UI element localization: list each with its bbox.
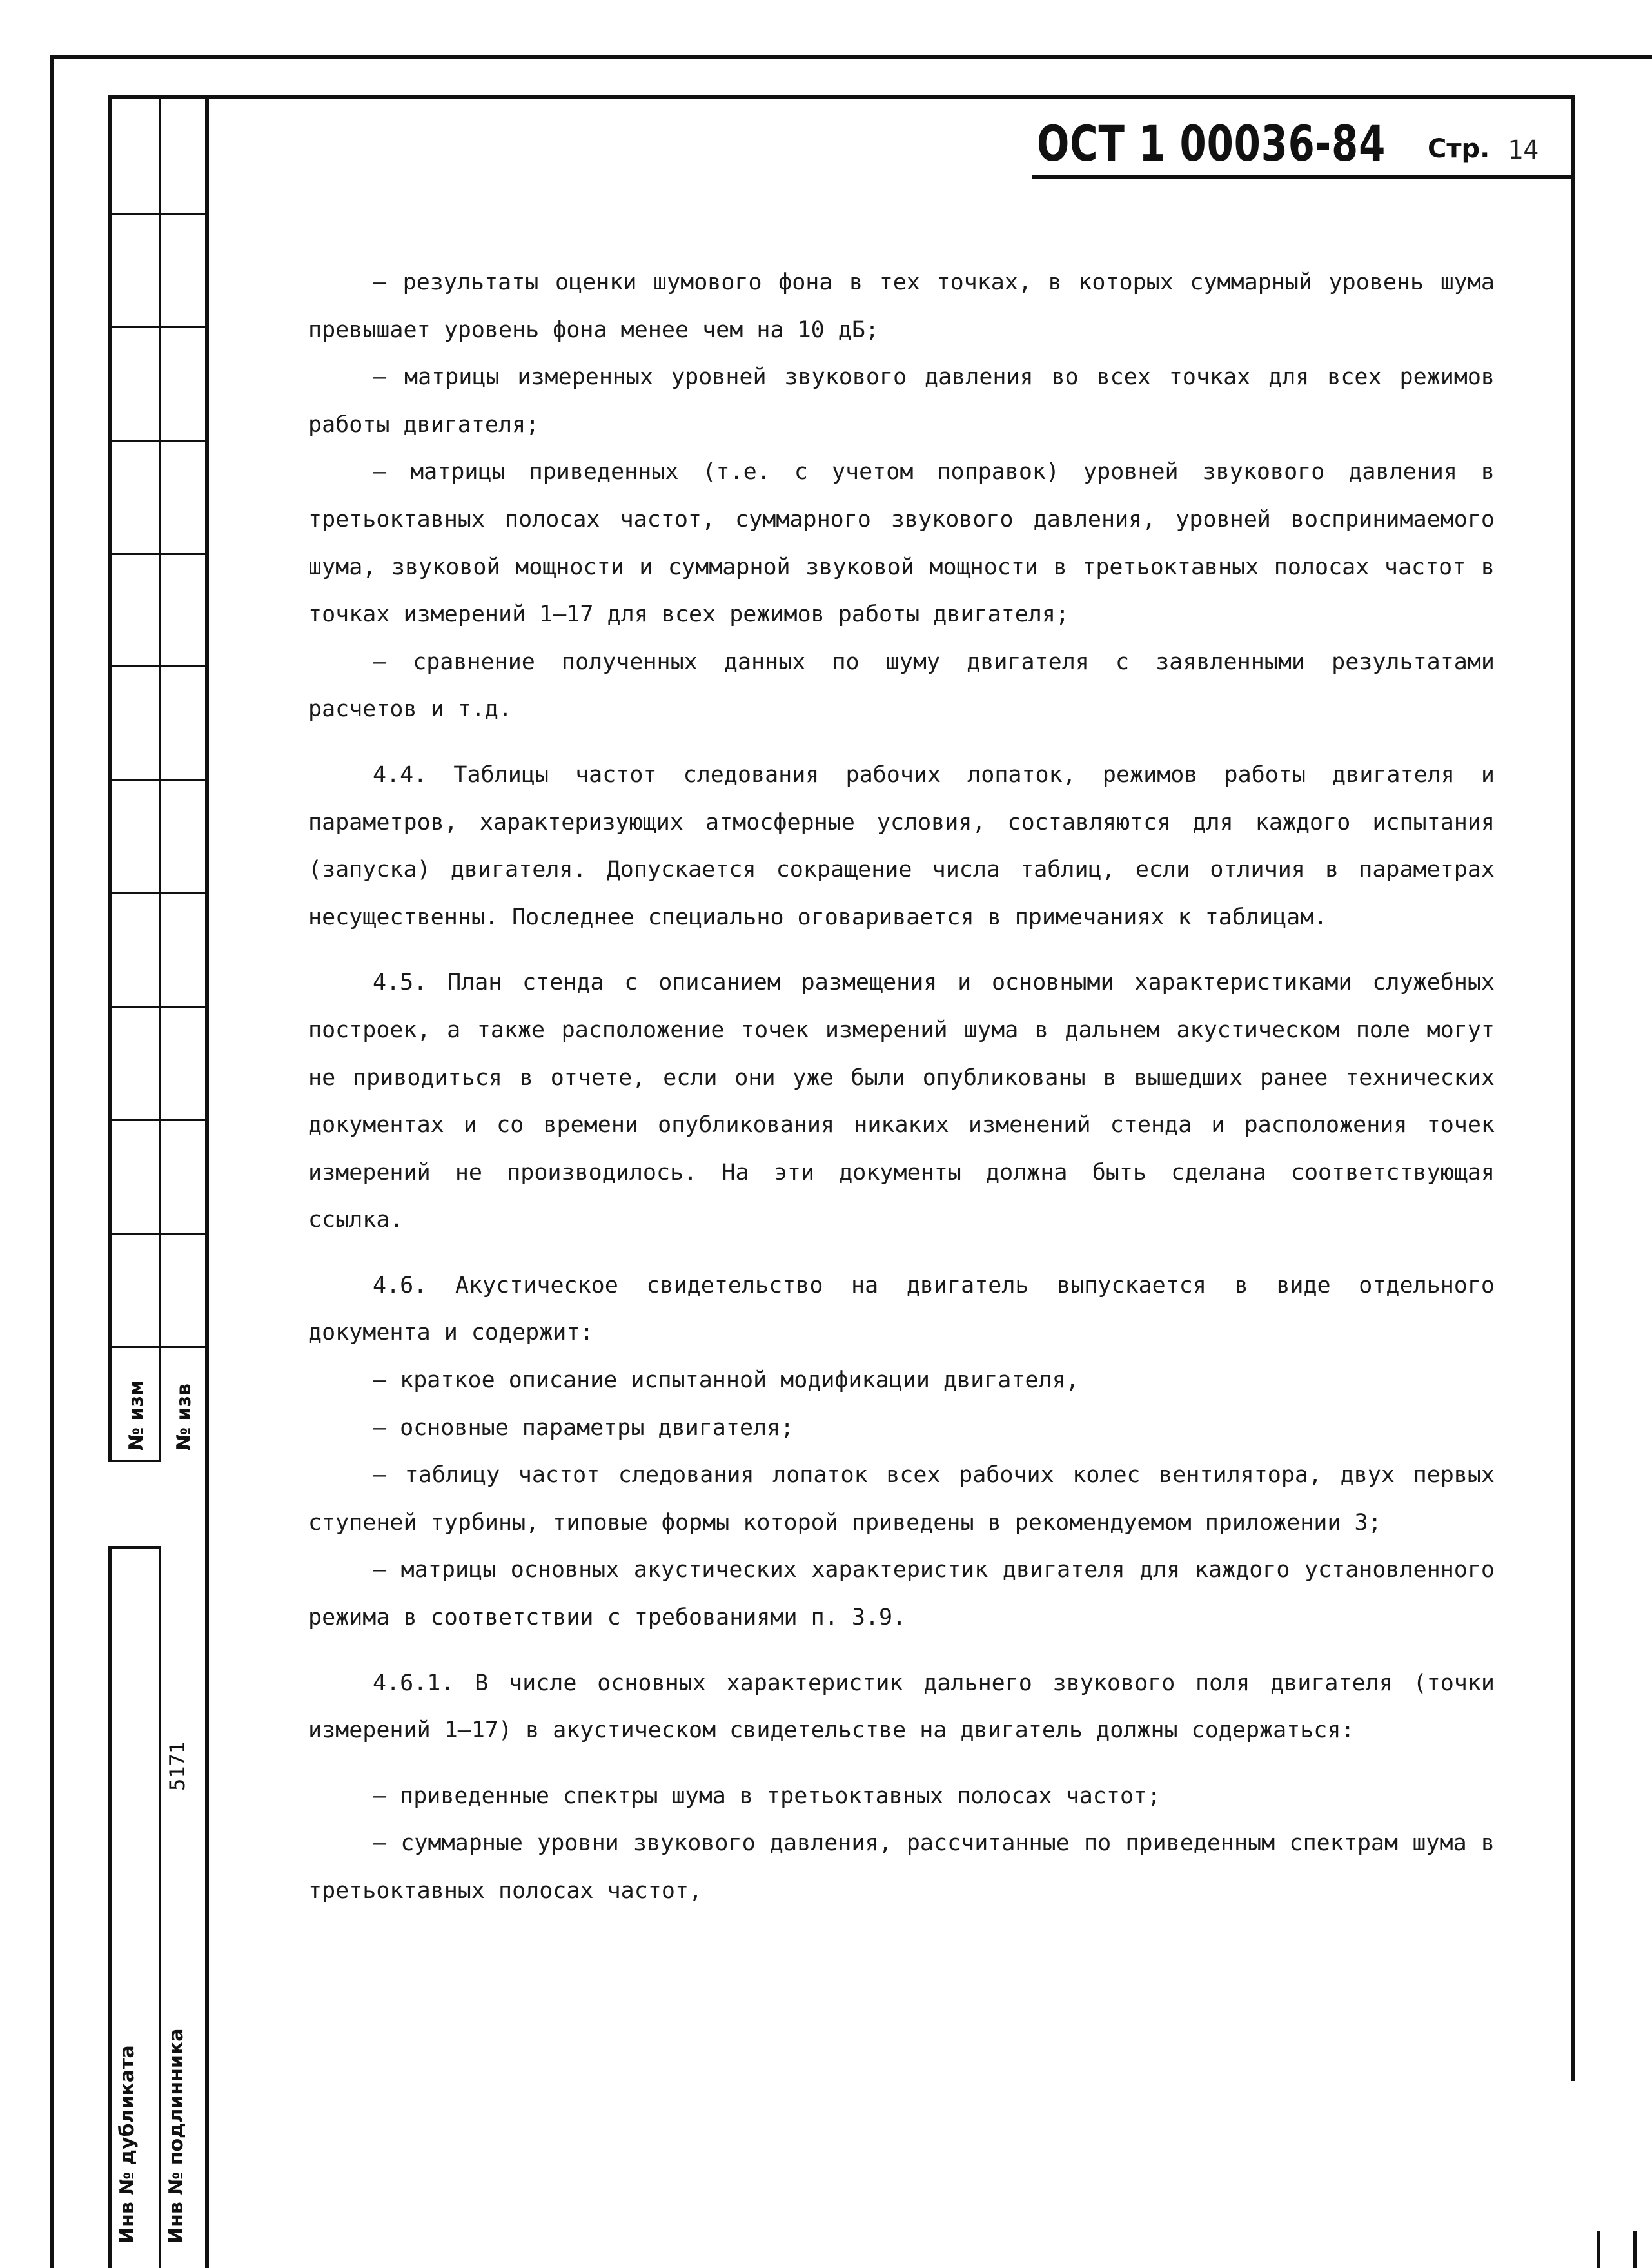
notice-number-label: № изв <box>173 1383 195 1451</box>
inner-frame-right <box>1571 95 1575 2081</box>
paragraph: – матрицы измеренных уровней звукового давления во всех точках для всех режимов работы двигателя; <box>308 364 1495 438</box>
side-strip-cell-line <box>108 326 206 328</box>
paragraph: 4.6. Акустическое свидетельство на двигатель выпускается в виде отдельного документа и содержит: <box>308 1272 1495 1346</box>
side-strip-outer-line <box>108 95 112 1461</box>
paragraph: 4.6.1. В числе основных характеристик дальнего звукового поля двигателя (точки измерений 1–17) в акустическом свидетельстве на двигатель должны содержаться: <box>308 1670 1495 1744</box>
side-strip-cell-line <box>108 779 206 781</box>
paragraph: – приведенные спектры шума в третьоктавных полосах частот; <box>373 1783 1161 1809</box>
side-strip-middle-line-lower <box>159 1547 161 2268</box>
side-strip-cell-line <box>108 213 206 215</box>
side-strip-cell-line <box>108 1006 206 1008</box>
inventory-number: 5171 <box>165 1741 190 1791</box>
paragraph: – таблицу частот следования лопаток всех рабочих колес вентилятора, двух первых ступеней турбины, типовые формы которой приведены в рекомендуемом приложении 3; <box>308 1462 1495 1536</box>
change-number-label: № изм <box>125 1380 148 1451</box>
page-label: Стр. <box>1428 134 1490 164</box>
page-frame-left <box>50 55 54 2268</box>
page-frame-top <box>50 55 1652 59</box>
paragraph: – суммарные уровни звукового давления, рассчитанные по приведенным спектрам шума в третьоктавных полосах частот, <box>308 1830 1495 1904</box>
document-code: ОСТ 1 00036-84 <box>1037 115 1386 172</box>
side-strip-cell-line <box>108 892 206 894</box>
side-strip-cell-line <box>108 553 206 555</box>
document-body <box>308 259 1495 1915</box>
inner-frame-left <box>205 95 209 2268</box>
paragraph: 4.4. Таблицы частот следования рабочих лопаток, режимов работы двигателя и параметров, характеризующих атмосферные условия, составляются для каждого испытания (запуска) двигателя. Допускается сокращение числа таблиц, если отличия в параметрах несущественны. Последнее специально оговаривается в примечаниях к таблицам. <box>308 761 1495 930</box>
crop-mark <box>1633 2231 1637 2268</box>
header-underline <box>1032 175 1573 179</box>
side-strip-divider <box>108 1546 161 1549</box>
side-strip-cell-line <box>108 1233 206 1235</box>
side-strip-cell-line <box>108 1346 206 1348</box>
side-strip-outer-line-lower <box>108 1547 112 2268</box>
paragraph: – матрицы основных акустических характеристик двигателя для каждого установленного режима в соответствии с требованиями п. 3.9. <box>308 1557 1495 1631</box>
paragraph: – основные параметры двигателя; <box>373 1414 794 1441</box>
side-strip-middle-line <box>159 95 161 1461</box>
inner-frame-top <box>108 95 1573 99</box>
side-strip-divider <box>108 1460 161 1462</box>
page-header <box>1032 115 1573 186</box>
inventory-original-label: Инв № подлинника <box>165 2028 188 2244</box>
side-strip-cell-line <box>108 440 206 442</box>
crop-mark <box>1597 2231 1600 2268</box>
paragraph: 4.5. План стенда с описанием размещения и основными характеристиками служебных построек, а также расположение точек измерений шума в дальнем акустическом поле могут не приводиться в отчете, если они уже были опубликованы в вышедших ранее технических документах и со времени опубликования никаких изменений стенда и расположения точек измерений не производилось. На эти документы должна быть сделана соответствующая ссылка. <box>308 970 1495 1233</box>
paragraph: – сравнение полученных данных по шуму двигателя с заявленными результатами расчетов и т.д. <box>308 649 1495 723</box>
inventory-duplicate-label: Инв № дубликата <box>116 2045 139 2244</box>
paragraph: – матрицы приведенных (т.е. с учетом поправок) уровней звукового давления в третьоктавных полосах частот, суммарного звукового давления, уровней воспринимаемого шума, звуковой мощности и суммарной звуковой мощности в третьоктавных полосах частот в точках измерений 1–17 для всех режимов работы двигателя; <box>308 459 1495 628</box>
paragraph: – результаты оценки шумового фона в тех точках, в которых суммарный уровень шума превышает уровень фона менее чем на 10 дБ; <box>308 269 1495 343</box>
paragraph: – краткое описание испытанной модификации двигателя, <box>373 1367 1079 1394</box>
side-strip-cell-line <box>108 1119 206 1121</box>
page-number: 14 <box>1508 135 1539 165</box>
side-strip-cell-line <box>108 665 206 667</box>
